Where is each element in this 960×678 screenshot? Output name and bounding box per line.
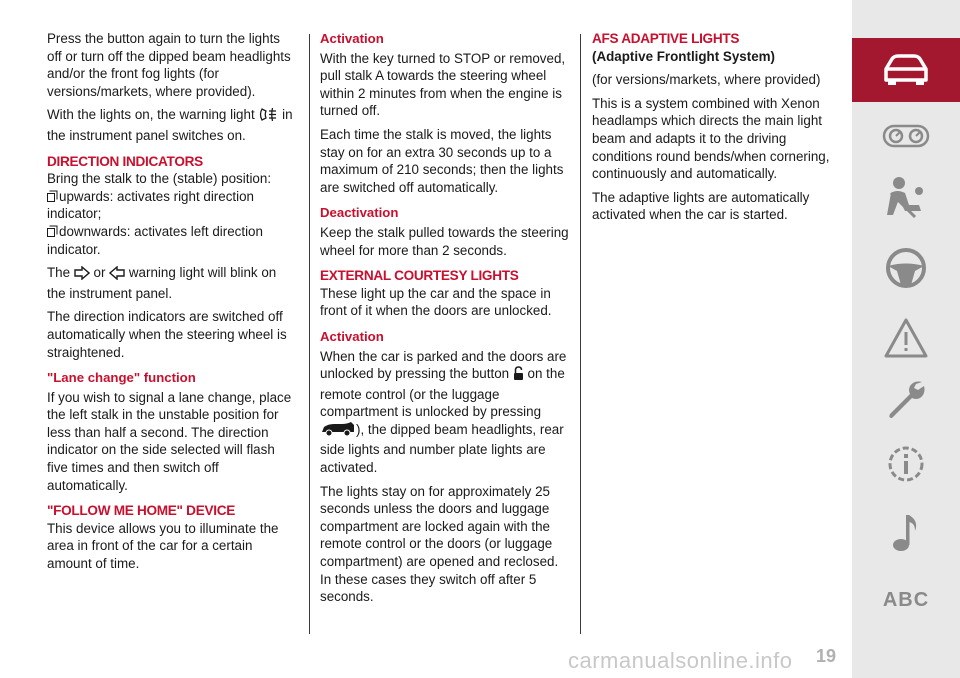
sidebar-item-driving[interactable]: [852, 236, 960, 300]
paragraph: Each time the stalk is moved, the lights stay on for an extra 30 seconds up to a maximum of 210 seconds; then the lights are switched off automatically.: [320, 126, 564, 195]
watermark: carmanualsonline.info: [568, 648, 793, 673]
column-divider: [309, 34, 310, 634]
paragraph: Press the button again to turn the lights off or turn off the dipped beam headlights and/or the front fog lights (for versions/markets, where provided).: [47, 31, 291, 99]
paragraph: The adaptive lights are automatically activated when the car is started.: [592, 189, 810, 223]
heading-direction-indicators: DIRECTION INDICATORS: [47, 153, 203, 169]
music-note-icon: [891, 511, 921, 553]
unlock-padlock-icon: [513, 366, 524, 386]
car-icon: [880, 53, 932, 87]
paragraph: If you wish to signal a lane change, place the left stalk in the unstable position for less than half a second. The direction indicator on the side selected will flash five times and then switch off automatically.: [47, 389, 292, 493]
car-trunk-icon: [320, 421, 356, 442]
sidebar-item-multimedia[interactable]: [852, 500, 960, 564]
column-divider: [580, 34, 581, 634]
sidebar-item-car[interactable]: [852, 38, 960, 102]
paragraph: The direction indicators are switched off automatically when the steering wheel is straightened.: [47, 309, 287, 360]
heading-activation: Activation: [320, 31, 384, 46]
bullet-downwards: downwards: activates left direction indicator.: [47, 223, 263, 257]
paragraph: Bring the stalk to the (stable) position:: [47, 171, 272, 187]
info-gear-icon: [884, 442, 928, 486]
sidebar-item-dashboard[interactable]: [852, 104, 960, 168]
index-abc-label: ABC: [882, 588, 930, 611]
fog-light-warning-icon: [258, 107, 278, 127]
heading-follow-me-home: "FOLLOW ME HOME" DEVICE: [47, 503, 235, 519]
heading-afs-adaptive-lights: AFS ADAPTIVE LIGHTS: [592, 31, 740, 46]
sidebar-item-emergency[interactable]: [852, 306, 960, 370]
left-indicator-icon: [109, 266, 125, 285]
paragraph: (for versions/markets, where provided): [592, 72, 821, 88]
bullet-square-icon: [47, 228, 55, 237]
sidebar-item-technical-data[interactable]: [852, 432, 960, 496]
heading-activation: Activation: [320, 328, 384, 344]
dashboard-gauges-icon: [882, 124, 930, 148]
sidebar-item-index[interactable]: [852, 568, 960, 632]
sidebar-item-maintenance[interactable]: [852, 368, 960, 432]
right-indicator-icon: [74, 266, 90, 285]
paragraph-warning-light: With the lights on, the warning light in the instrument panel switches on.: [47, 107, 293, 143]
paragraph: Keep the stalk pulled towards the steering wheel for more than 2 seconds.: [320, 224, 569, 258]
paragraph: With the key turned to STOP or removed, pull stalk A towards the steering wheel within 2 minutes from when the engine is turned off.: [320, 50, 566, 119]
sidebar-item-safety[interactable]: [852, 166, 960, 230]
chapter-sidebar: [852, 0, 960, 678]
paragraph-unlock: When the car is parked and the doors are unlocked by pressing the button on the remote control (or the luggage compartment is unlocked by pressing ), the dipped beam headlights, rear side lights and number plate lights are activated.: [320, 348, 567, 476]
heading-lane-change: "Lane change" function: [47, 370, 196, 386]
seatbelt-passenger-icon: [883, 175, 929, 221]
heading-external-courtesy-lights: EXTERNAL COURTESY LIGHTS: [320, 268, 519, 284]
wrench-icon: [884, 378, 928, 422]
paragraph: The lights stay on for approximately 25 seconds unless the doors and luggage compartment are locked again with the remote control or the doors (or luggage compartment) are opened and reclosed. In these cases they switch off after 5 seconds.: [320, 483, 559, 605]
paragraph: This device allows you to illuminate the area in front of the car for a certain amount of time.: [47, 520, 279, 572]
bullet-square-icon: [47, 193, 55, 202]
warning-triangle-icon: [883, 317, 929, 359]
heading-afs-subtitle: (Adaptive Frontlight System): [592, 48, 776, 64]
steering-wheel-icon: [885, 247, 927, 289]
paragraph: These light up the car and the space in front of it when the doors are unlocked.: [320, 285, 552, 319]
paragraph: This is a system combined with Xenon headlamps which directs the main light beam and adapts it to the driving conditions round bends/when cornering, continuously and automatically.: [592, 95, 830, 182]
column-1: [47, 30, 297, 579]
column-2: [320, 30, 570, 612]
bullet-upwards: upwards: activates right direction indicator;: [47, 188, 255, 222]
page-number: 19: [816, 646, 837, 666]
column-3: [592, 30, 842, 230]
paragraph-indicator-lights: The or warning light will blink on the instrument panel.: [47, 265, 277, 301]
heading-deactivation: Deactivation: [320, 205, 399, 221]
